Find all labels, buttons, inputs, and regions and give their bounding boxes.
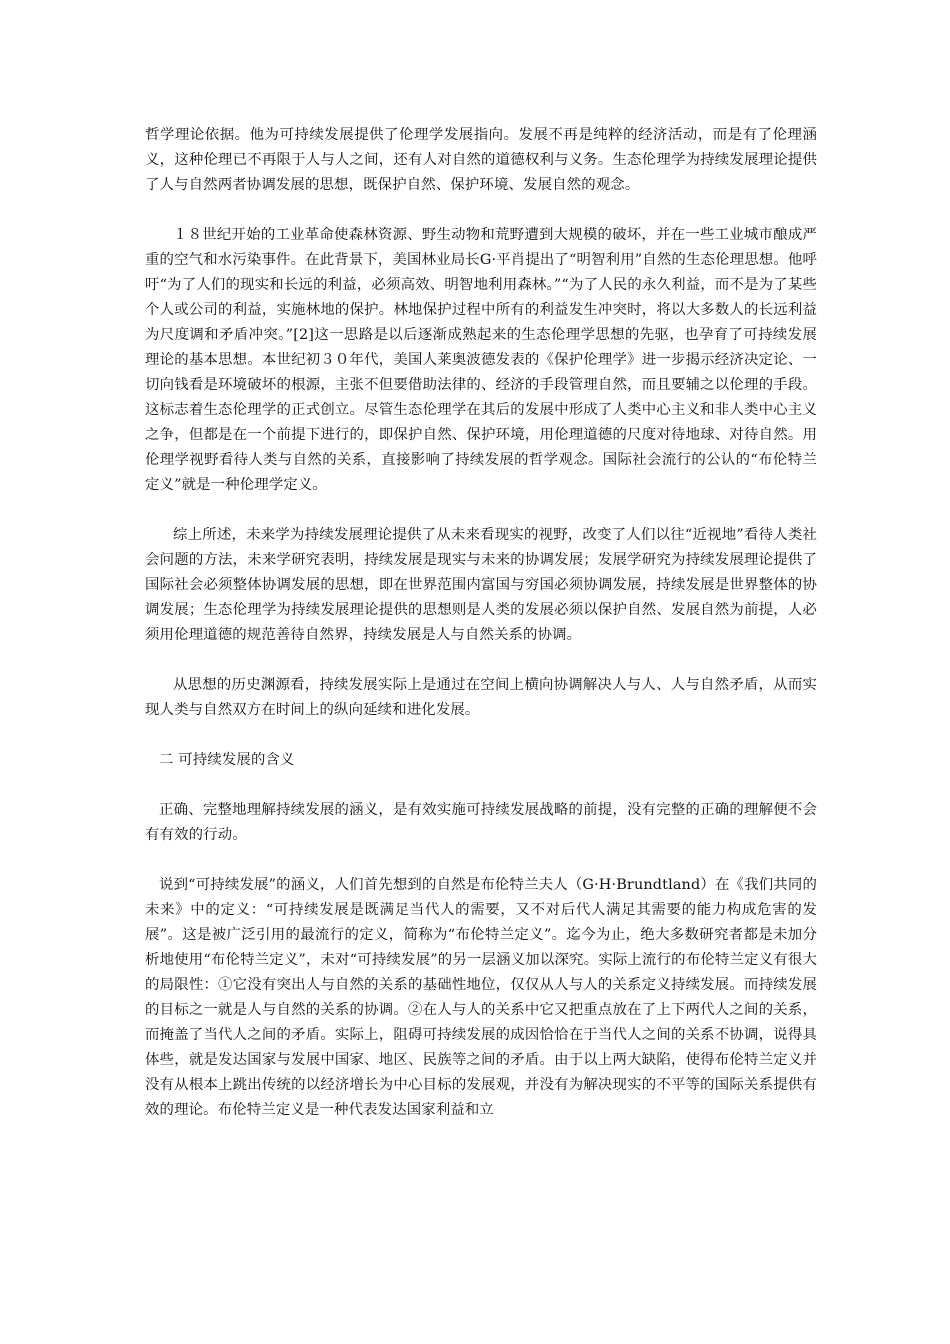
paragraph-ethics-basis: 哲学理论依据。他为可持续发展提供了伦理学发展指向。发展不再是纯粹的经济活动，而是有了伦理涵义，这种伦理已不再限于人与人之间，还有人对自然的道德权利与义务。生态伦理学为持续发展理论提供了人与自然两者协调发展的思想，既保护自然、保护环境、发展自然的观念。 [145,127,817,193]
paragraph-correct-understanding: 正确、完整地理解持续发展的涵义，是有效实施可持续发展战略的前提，没有完整的正确的理解便不会有有效的行动。 [145,802,817,843]
paragraph-historical-origin: 从思想的历史渊源看，持续发展实际上是通过在空间上横向协调解决人与人、人与自然矛盾，从而实现人类与自然双方在时间上的纵向延续和进化发展。 [145,677,817,718]
paragraph-summary: 综上所述，未来学为持续发展理论提供了从未来看现实的视野，改变了人们以往“近视地”看待人类社会问题的方法，未来学研究表明，持续发展是现实与未来的协调发展；发展学研究为持续发展理论提供了国际社会必须整体协调发展的思想，即在世界范围内富国与穷国必须协调发展，持续发展是世界整体的协调发展；生态伦理学为持续发展理论提供的思想则是人类的发展必须以保护自然、发展自然为前提，人必须用伦理道德的规范善待自然界，持续发展是人与自然关系的协调。 [145,527,817,643]
paragraph-industrial-revolution: １８世纪开始的工业革命使森林资源、野生动物和荒野遭到大规模的破坏，并在一些工业城市酿成严重的空气和水污染事件。在此背景下，美国林业局长G·平肖提出了“明智利用”自然的生态伦理思想。他呼吁“为了人们的现实和长远的利益，必须高效、明智地利用森林。”“为了人民的永久利益，而不是为了某些个人或公司的利益，实施林地的保护。林地保护过程中所有的利益发生冲突时，将以大多数人的长远利益为尺度调和矛盾冲突。”[2]这一思路是以后逐渐成熟起来的生态伦理学思想的先驱，也孕育了可持续发展理论的基本思想。本世纪初３０年代，美国人莱奥波德发表的《保护伦理学》进一步揭示经济决定论、一切向钱看是环境破坏的根源，主张不但要借助法律的、经济的手段管理自然，而且要辅之以伦理的手段。这标志着生态伦理学的正式创立。尽管生态伦理学在其后的发展中形成了人类中心主义和非人类中心主义之争，但都是在一个前提下进行的，即保护自然、保护环境，用伦理道德的尺度对待地球、对待自然。用伦理学视野看待人类与自然的关系，直接影响了持续发展的哲学观念。国际社会流行的公认的“布伦特兰定义”就是一种伦理学定义。 [145,227,817,493]
document-page [145,123,817,1148]
paragraph-brundtland-definition: 说到“可持续发展”的涵义，人们首先想到的自然是布伦特兰夫人（G·H·Brundtland）在《我们共同的未来》中的定义：“可持续发展是既满足当代人的需要，又不对后代人满足其需要的能力构成危害的发展”。这是被广泛引用的最流行的定义，简称为“布伦特兰定义”。迄今为止，绝大多数研究者都是未加分析地使用“布伦特兰定义”，未对“可持续发展”的另一层涵义加以深究。实际上流行的布伦特兰定义有很大的局限性：①它没有突出人与自然的关系的基础性地位，仅仅从人与人的关系定义持续发展。而持续发展的目标之一就是人与自然的关系的协调。②在人与人的关系中它又把重点放在了上下两代人之间的关系，而掩盖了当代人之间的矛盾。实际上，阻碍可持续发展的成因恰恰在于当代人之间的关系不协调，说得具体些，就是发达国家与发展中国家、地区、民族等之间的矛盾。由于以上两大缺陷，使得布伦特兰定义并没有从根本上跳出传统的以经济增长为中心目标的发展观，并没有为解决现实的不平等的国际关系提供有效的理论。布伦特兰定义是一种代表发达国家利益和立 [145,877,817,1118]
section-heading: 二 可持续发展的含义 [159,752,295,768]
